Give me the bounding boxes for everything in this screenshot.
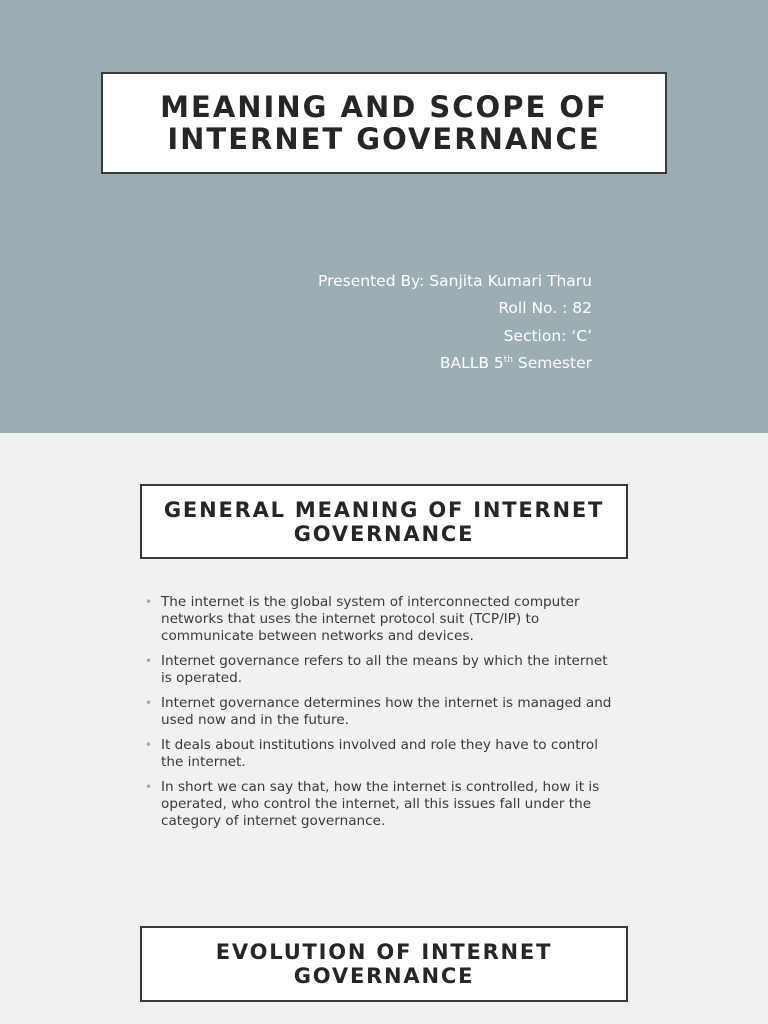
presenter-name: Presented By: Sanjita Kumari Tharu — [318, 272, 592, 290]
bullet-item — [145, 653, 620, 687]
section-heading-box — [140, 484, 628, 559]
bullet-icon: • — [145, 654, 153, 668]
roll-number: Roll No. : 82 — [498, 299, 592, 318]
next-section-heading-box — [140, 926, 628, 1002]
next-section-heading: EVOLUTION OF INTERNET GOVERNANCE — [215, 940, 553, 988]
bullet-list — [145, 594, 620, 838]
bullet-icon: • — [145, 780, 153, 794]
presenter-info — [318, 268, 592, 377]
bullet-text: It deals about institutions involved and role they have to control the internet. — [161, 737, 598, 770]
bullet-item — [145, 779, 620, 830]
bullet-icon: • — [145, 696, 153, 710]
semester-suffix: Semester — [513, 353, 592, 372]
bullet-item — [145, 737, 620, 771]
bullet-text: Internet governance refers to all the means by which the internet is operated. — [161, 653, 608, 686]
bullet-text: The internet is the global system of interconnected computer networks that uses the internet protocol suit (TCP/IP) to communicate between networks and devices. — [161, 594, 580, 644]
semester-prefix: BALLB 5 — [439, 353, 504, 372]
section: Section: ‘C’ — [503, 326, 592, 345]
semester — [318, 350, 592, 377]
section-heading: GENERAL MEANING OF INTERNET GOVERNANCE — [163, 497, 605, 546]
bullet-text: In short we can say that, how the internet is controlled, how it is operated, who control the internet, all this issues fall under the category of internet governance. — [161, 779, 600, 829]
bullet-text: Internet governance determines how the internet is managed and used now and in the future. — [161, 695, 612, 728]
bullet-icon: • — [145, 595, 153, 609]
semester-ordinal: th — [503, 354, 513, 365]
bullet-item — [145, 695, 620, 729]
title-box — [101, 72, 667, 174]
slide-title: MEANING AND SCOPE OF INTERNET GOVERNANCE — [160, 90, 608, 156]
bullet-icon: • — [145, 738, 153, 752]
title-slide — [0, 0, 768, 433]
bullet-item — [145, 594, 620, 645]
